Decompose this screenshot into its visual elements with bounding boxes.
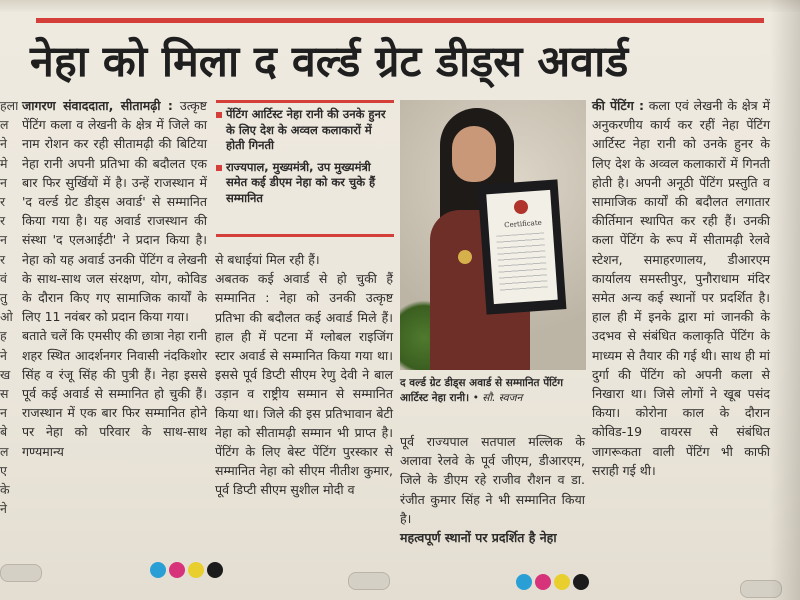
highlights-bottom-rule xyxy=(216,234,394,237)
margin-fragment: न xyxy=(0,405,7,421)
cyan-dot xyxy=(516,574,532,590)
certificate-title: Certificate xyxy=(503,218,543,230)
page-edge-shadow xyxy=(770,0,800,600)
margin-fragment: मे xyxy=(0,155,8,171)
margin-fragment: ने xyxy=(0,501,7,517)
margin-fragment: ए xyxy=(0,462,7,478)
margin-fragment: ल xyxy=(0,443,9,459)
previous-page-strip xyxy=(0,0,800,12)
yellow-dot xyxy=(188,562,204,578)
margin-fragment: वं xyxy=(0,270,7,286)
article-subhead: महत्वपूर्ण स्थानों पर प्रदर्शित है नेहा xyxy=(400,530,557,546)
margin-fragment: ने xyxy=(0,347,7,363)
margin-fragment: र xyxy=(0,251,6,267)
print-color-dots-right xyxy=(516,574,592,590)
highlights-list xyxy=(216,107,394,206)
black-dot xyxy=(573,574,589,590)
headline-top-rule xyxy=(36,18,764,23)
margin-fragment: न xyxy=(0,232,7,248)
article-paragraph: पूर्व राज्यपाल सतपाल मल्लिक के अलावा रेलवे के पूर्व जीएम, डीआरएम, जिले के डीएम रहे राजीव रौशन व डा. रंजीत कुमार सिंह ने भी सम्मानित किया है। xyxy=(400,434,585,526)
margin-fragment: ने xyxy=(0,136,7,152)
article-column-2 xyxy=(215,250,393,500)
cyan-dot xyxy=(150,562,166,578)
person-face xyxy=(452,126,496,182)
magenta-dot xyxy=(535,574,551,590)
article-paragraph: बताते चलें कि एमसीए की छात्रा नेहा रानी शहर स्थित आदर्शनगर निवासी नंदकिशोर सिंह व रंजू सिंह की पुत्री हैं। नेहा इससे पूर्व कई अवार्ड से सम्मानित हो चुकी हैं। राजस्थान में एक बार फिर सम्मानित होने पर नेहा को परिवार के साथ-साथ गण्यमान्य xyxy=(22,328,207,459)
left-margin-column xyxy=(0,96,18,518)
margin-fragment: ल xyxy=(0,117,9,133)
certificate-text-lines xyxy=(496,232,548,291)
margin-fragment: तु xyxy=(0,290,8,306)
margin-fragment: के xyxy=(0,482,10,498)
registration-mark xyxy=(348,572,390,590)
article-photo xyxy=(400,100,586,370)
highlights-box xyxy=(216,100,394,230)
highlights-top-rule xyxy=(216,100,394,103)
byline: जागरण संवाददाता, सीतामढ़ी : xyxy=(22,98,173,113)
margin-fragment: र xyxy=(0,194,6,210)
margin-fragment: स xyxy=(0,386,9,402)
margin-fragment: र xyxy=(0,213,6,229)
photo-credit-text: सौ. स्वजन xyxy=(482,392,523,404)
photo-caption xyxy=(400,376,586,420)
yellow-dot xyxy=(554,574,570,590)
margin-fragment: बे xyxy=(0,424,8,440)
article-paragraph: अबतक कई अवार्ड से हो चुकी हैं सम्मानित : नेहा को उनकी उत्कृष्ट प्रतिभा की बदौलत कई अवार्ड मिले हैं। हाल ही में पटना में ग्लोबल राइजिंग स्टार अवार्ड से सम्मानित किया गया था। इससे पूर्व डिप्टी सीएम रेणु देवी ने बाल उड़ान व राष्ट्रीय सम्मान से सम्मानित किया था। जिले की इस प्रतिभावान बेटी नेहा को सीतामढ़ी सम्मान भी प्राप्त है। पेंटिंग के लिए बेस्ट पेंटिंग पुरस्कार से सम्मानित नेहा को सीएम नीतीश कुमार, पूर्व डिप्टी सीएम सुशील मोदी व xyxy=(215,271,393,498)
photo-credit: • सौ. स्वजन xyxy=(472,392,523,404)
caption-text: द वर्ल्ड ग्रेट डीड्स अवार्ड से सम्मानित पेंटिंग आर्टिस्ट नेहा रानी। xyxy=(400,377,564,404)
paragraph-text: उत्कृष्ट पेंटिंग कला व लेखनी के क्षेत्र में जिले का नाम रोशन कर रही सीतामढ़ी की बिटिया नेहा रानी अपनी प्रतिभा की बदौलत एक बार फिर सुर्खियों में है। उन्हें राजस्थान में 'द वर्ल्ड ग्रेट डीड्स अवार्ड' से सम्मानित किया गया है। यह अवार्ड राजस्थान की संस्था 'द एलआईटी' ने प्रदान किया है। नेहा को यह अवार्ड उनकी पेंटिंग व लेखनी के साथ-साथ जल संरक्षण, योग, कोविड के दौरान किए गए सामाजिक कार्यों के लिए 11 नवंबर को प्रदान किया गया। xyxy=(22,98,207,325)
article-paragraph xyxy=(592,96,770,480)
magenta-dot xyxy=(169,562,185,578)
article-column-1 xyxy=(22,96,207,461)
margin-fragment: हला xyxy=(0,98,18,113)
article-column-3 xyxy=(400,432,585,547)
black-dot xyxy=(207,562,223,578)
article-paragraph: से बधाईयां मिल रही हैं। xyxy=(215,252,320,267)
section-lead: की पेंटिंग : xyxy=(592,98,644,113)
margin-fragment: न xyxy=(0,174,7,190)
margin-fragment: ओ xyxy=(0,309,13,325)
medal-icon xyxy=(458,250,472,264)
article-paragraph xyxy=(22,96,207,326)
margin-fragment: ह xyxy=(0,328,7,344)
article-headline: नेहा को मिला द वर्ल्ड ग्रेट डीड्स अवार्ड xyxy=(30,37,629,87)
highlight-item: राज्यपाल, मुख्यमंत्री, उप मुख्यमंत्री समेत कई डीएम नेहा को कर चुके हैं सम्मानित xyxy=(226,160,394,207)
article-column-4 xyxy=(592,96,770,480)
registration-mark xyxy=(0,564,42,582)
margin-fragment: ख xyxy=(0,366,11,382)
paragraph-text: कला एवं लेखनी के क्षेत्र में अनुकरणीय कार्य कर रहीं नेहा पेंटिंग आर्टिस्ट नेहा रानी को उनके हुनर के लिए देश के अव्वल कलाकारों में गिनती होती है। अपनी अनूठी पेंटिंग प्रस्तुति व सामाजिक कार्यों की बदौलत लगातार कीर्तिमान स्थापित कर रही हैं। उनकी कला पेंटिंग के रूप में सीतामढ़ी रेलवे स्टेशन, समाहरणालय, डीआरएम कार्यालय समस्तीपुर, पुनौराधाम मंदिर समेत अन्य कई स्थानों पर प्रदर्शित है। हाल ही में इनके द्वारा मां जानकी के उदभव से संबंधित कलाकृति पेंटिंग के माध्यम से तैयार की गई थी। साथ ही मां दुर्गा की पेंटिंग को अपनी कला से निखारा था। जिसे लोगों ने खूब पसंद किया। कोरोना काल के दौरान कोविड-19 वायरस से संबंधित जागरूकता वाली पेंटिंग भी काफी सराही गई थी। xyxy=(592,98,770,478)
highlight-item: पेंटिंग आर्टिस्ट नेहा रानी की उनके हुनर के लिए देश के अव्वल कलाकारों में होती गिनती xyxy=(226,107,394,154)
print-color-dots-left xyxy=(150,562,226,578)
